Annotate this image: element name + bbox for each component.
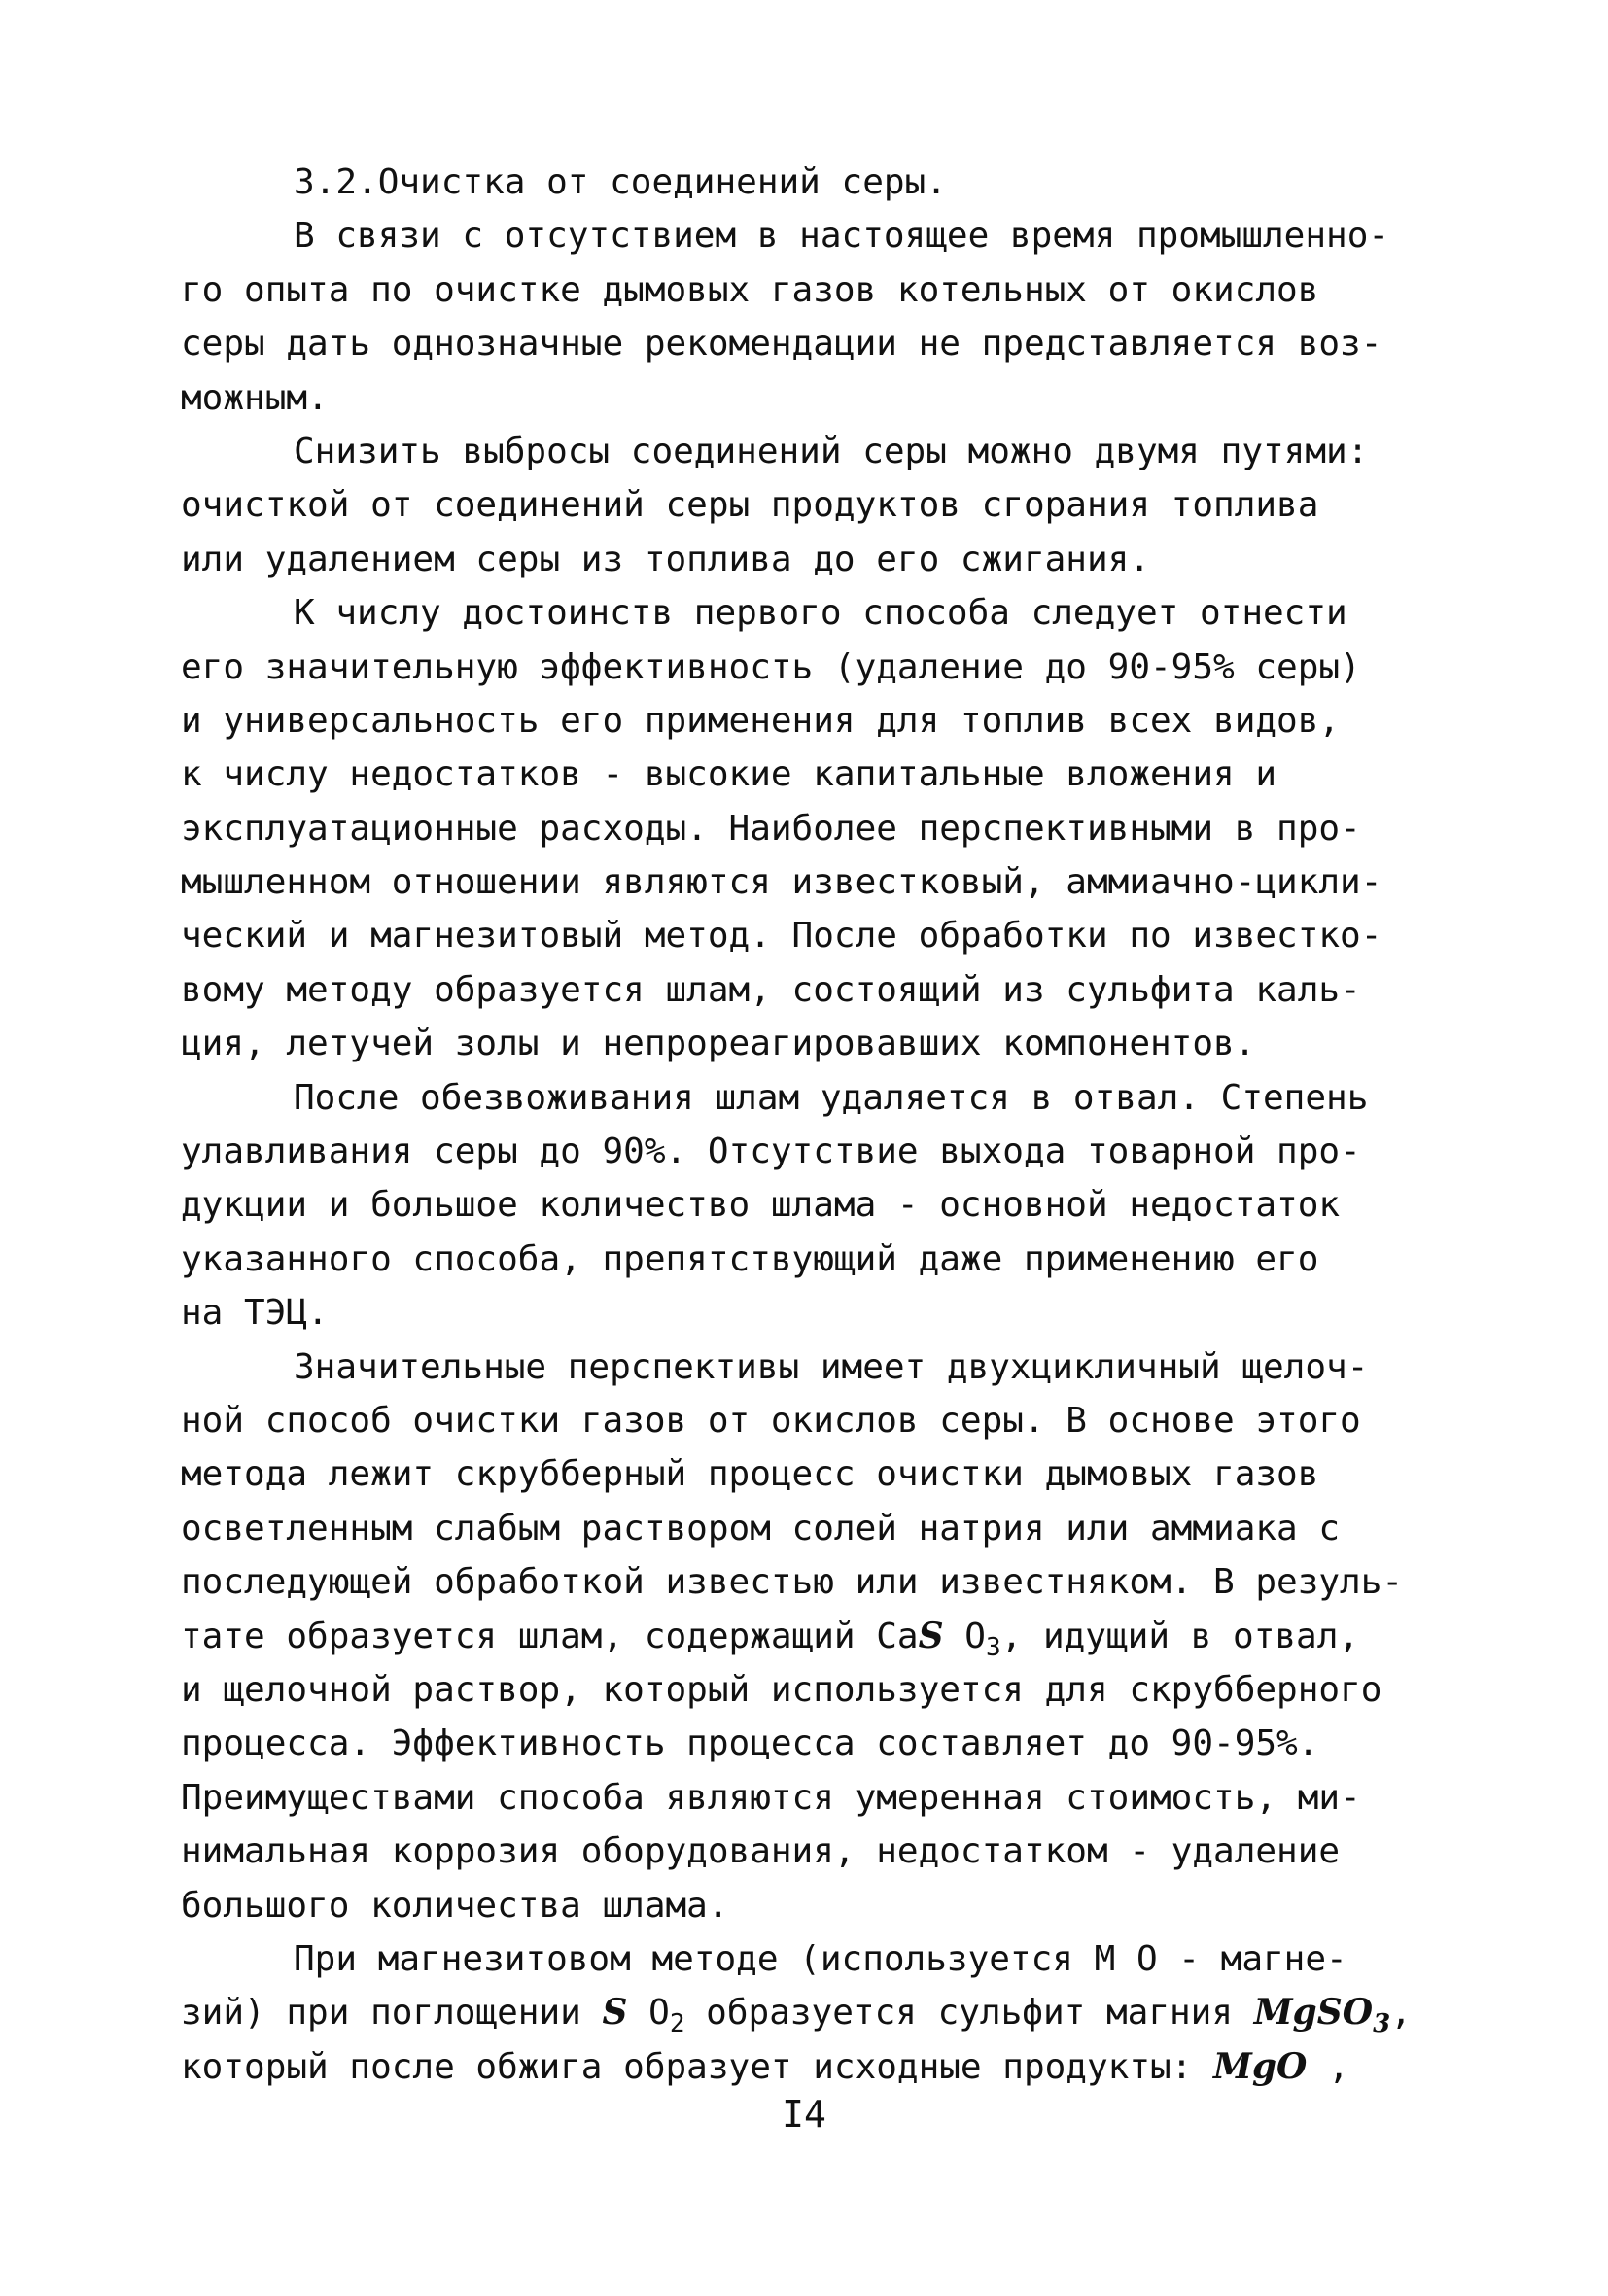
text-line: После обезвоживания шлам удаляется в отвал. Степень: [294, 1077, 1369, 1118]
section-heading: 3.2.Очистка от соединений серы.: [294, 162, 947, 202]
text-line: очисткой от соединений серы продуктов сгорания топлива: [181, 485, 1319, 526]
formula-sulfur-symbol: S: [918, 1615, 944, 1656]
page-number: I4: [782, 2093, 826, 2136]
formula-text-after: ,: [1307, 2046, 1349, 2087]
text-line: ция, летучей золы и непрореагировавших компонентов.: [181, 1024, 1256, 1064]
text-line: на ТЭЦ.: [181, 1293, 329, 1334]
text-line: ной способ очистки газов от окислов серы. В основе этого: [181, 1400, 1361, 1441]
text-line: эксплуатационные расходы. Наиболее перспективными в про-: [181, 808, 1361, 849]
text-line: К числу достоинств первого способа следует отнести: [294, 593, 1347, 634]
text-line: метода лежит скрубберный процесс очистки дымовых газов: [181, 1454, 1319, 1495]
formula-subscript: 3: [1373, 2009, 1391, 2039]
formula-text-before: который после обжига образует исходные продукты:: [181, 2046, 1214, 2087]
text-line: и щелочной раствор, который используется для скрубберного: [181, 1669, 1382, 1710]
formula-subscript: 2: [669, 2009, 685, 2039]
text-line: к числу недостатков - высокие капитальные вложения и: [181, 754, 1277, 795]
text-line: процесса. Эффективность процесса составляет до 90-95%.: [181, 1723, 1319, 1764]
text-line: его значительную эффективность (удаление до 90-95% серы): [181, 646, 1361, 687]
formula-text-before: тате образуется шлам, содержащий Ca: [181, 1616, 919, 1656]
text-line: серы дать однозначные рекомендации не представляется воз-: [181, 324, 1382, 365]
formula-text-middle: образуется сульфит магния: [684, 1993, 1254, 2034]
text-line: большого количества шлама.: [181, 1885, 729, 1926]
text-line: дукции и большое количество шлама - основной недостаток: [181, 1185, 1341, 1226]
text-line: мышленном отношении являются известковый, аммиачно-цикли-: [181, 862, 1382, 903]
text-line: можным.: [181, 377, 329, 418]
text-body: [181, 156, 1464, 2094]
text-line: осветленным слабым раствором солей натрия или аммиака с: [181, 1508, 1341, 1548]
text-line: улавливания серы до 90%. Отсутствие выхода товарной про-: [181, 1131, 1361, 1172]
text-line: указанного способа, препятствующий даже применению его: [181, 1238, 1319, 1279]
formula-magnesium-symbol: Mg: [1253, 1992, 1317, 2034]
formula-line: [181, 1610, 1464, 1663]
formula-subscript: 3: [985, 1632, 1001, 1662]
formula-oxygen-symbol: O: [943, 1616, 986, 1656]
formula-text-after: , идущий в отвал,: [1000, 1616, 1360, 1656]
text-line: или удалением серы из топлива до его сжигания.: [181, 539, 1150, 579]
text-line: го опыта по очистке дымовых газов котельных от окислов: [181, 269, 1319, 310]
text-line: Значительные перспективы имеет двухцикличный щелоч-: [294, 1346, 1369, 1387]
formula-text-after: ,: [1390, 1993, 1412, 2034]
text-line: При магнезитовом методе (используется М О - магне-: [294, 1938, 1347, 1979]
formula-sulfur-symbol: S: [602, 1992, 628, 2034]
formula-magnesium-oxide: MgO: [1213, 2045, 1308, 2087]
text-line: последующей обработкой известью или известняком. В резуль-: [181, 1562, 1404, 1603]
formula-oxygen-symbol: O: [627, 1993, 670, 2034]
text-line: ческий и магнезитовый метод. После обработки по известко-: [181, 916, 1382, 957]
formula-sulfite-symbol: SO: [1316, 1992, 1374, 2034]
formula-line: [181, 2040, 1464, 2094]
text-line: нимальная коррозия оборудования, недостатком - удаление: [181, 1831, 1341, 1872]
formula-line: [181, 1986, 1464, 2039]
text-line: вому методу образуется шлам, состоящий из сульфита каль-: [181, 969, 1361, 1010]
text-line: В связи с отсутствием в настоящее время промышленно-: [294, 216, 1390, 257]
text-line: Преимуществами способа являются умеренная стоимость, ми-: [181, 1777, 1361, 1818]
text-line: Снизить выбросы соединений серы можно двумя путями:: [294, 431, 1369, 471]
text-line: и универсальность его применения для топлив всех видов,: [181, 700, 1341, 741]
formula-text-before: зий) при поглощении: [181, 1993, 603, 2034]
